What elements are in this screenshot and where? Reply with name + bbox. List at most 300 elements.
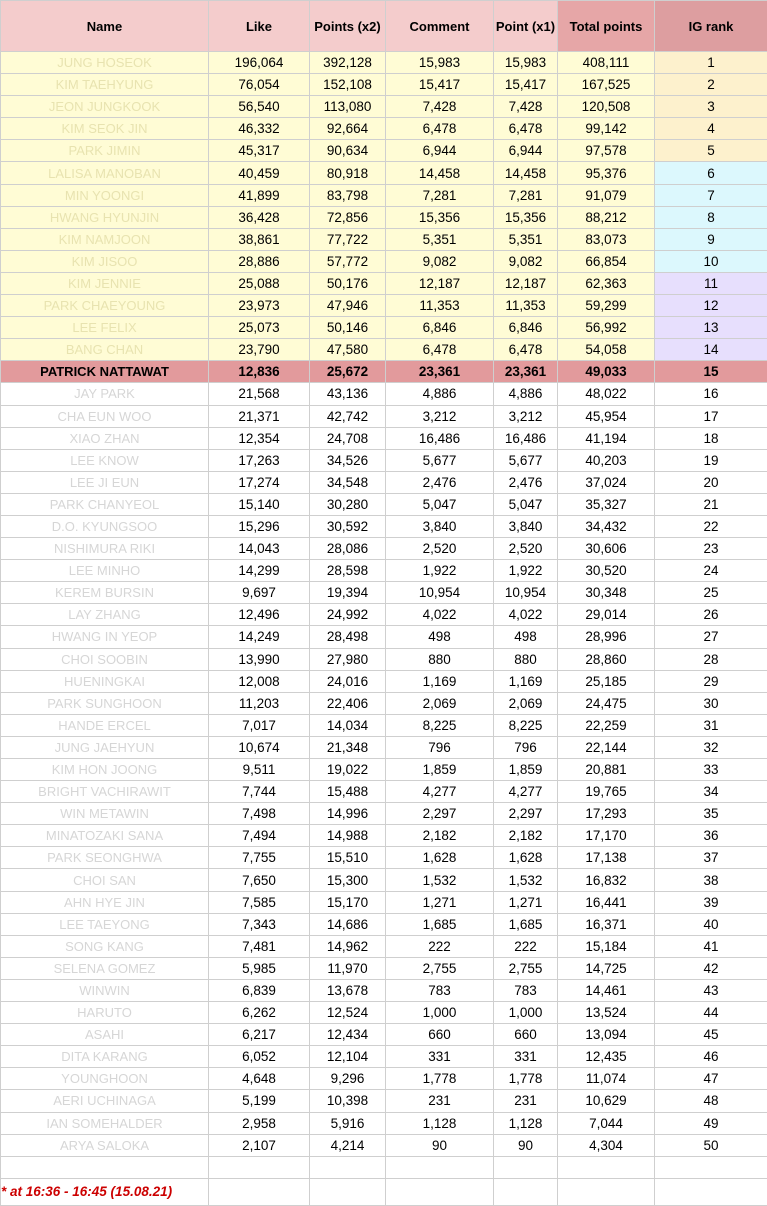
cell-total[interactable]: 16,832 [558, 869, 655, 891]
cell-total[interactable]: 59,299 [558, 295, 655, 317]
cell-like[interactable]: 7,481 [209, 935, 310, 957]
cell-like[interactable]: 5,199 [209, 1090, 310, 1112]
cell-comment[interactable]: 4,022 [386, 604, 494, 626]
cell-points-x2[interactable]: 83,798 [310, 184, 386, 206]
cell-point-x1[interactable]: 12,187 [494, 272, 558, 294]
cell-name[interactable]: KIM NAMJOON [1, 228, 209, 250]
cell-total[interactable]: 28,996 [558, 626, 655, 648]
cell-rank[interactable]: 48 [655, 1090, 767, 1112]
cell-point-x1[interactable]: 2,520 [494, 538, 558, 560]
cell-name[interactable]: PATRICK NATTAWAT [1, 361, 209, 383]
cell-name[interactable]: MIN YOONGI [1, 184, 209, 206]
cell-name[interactable]: SONG KANG [1, 935, 209, 957]
cell-point-x1[interactable]: 1,628 [494, 847, 558, 869]
cell-rank[interactable]: 3 [655, 96, 767, 118]
cell-like[interactable]: 56,540 [209, 96, 310, 118]
cell-like[interactable]: 9,511 [209, 759, 310, 781]
empty-cell[interactable] [209, 1178, 310, 1205]
cell-comment[interactable]: 4,886 [386, 383, 494, 405]
cell-comment[interactable]: 1,778 [386, 1068, 494, 1090]
cell-comment[interactable]: 2,476 [386, 471, 494, 493]
cell-name[interactable]: LEE KNOW [1, 449, 209, 471]
cell-name[interactable]: JAY PARK [1, 383, 209, 405]
cell-name[interactable]: CHOI SAN [1, 869, 209, 891]
cell-point-x1[interactable]: 1,685 [494, 913, 558, 935]
header-total-points[interactable]: Total points [558, 1, 655, 52]
cell-point-x1[interactable]: 1,778 [494, 1068, 558, 1090]
cell-like[interactable]: 7,755 [209, 847, 310, 869]
cell-comment[interactable]: 12,187 [386, 272, 494, 294]
cell-comment[interactable]: 3,840 [386, 515, 494, 537]
cell-like[interactable]: 12,354 [209, 427, 310, 449]
cell-name[interactable]: HARUTO [1, 1002, 209, 1024]
cell-comment[interactable]: 796 [386, 736, 494, 758]
cell-comment[interactable]: 14,458 [386, 162, 494, 184]
cell-point-x1[interactable]: 231 [494, 1090, 558, 1112]
cell-comment[interactable]: 1,000 [386, 1002, 494, 1024]
cell-rank[interactable]: 25 [655, 582, 767, 604]
cell-rank[interactable]: 32 [655, 736, 767, 758]
cell-points-x2[interactable]: 12,524 [310, 1002, 386, 1024]
cell-rank[interactable]: 41 [655, 935, 767, 957]
cell-point-x1[interactable]: 9,082 [494, 250, 558, 272]
cell-name[interactable]: IAN SOMEHALDER [1, 1112, 209, 1134]
cell-comment[interactable]: 1,271 [386, 891, 494, 913]
cell-total[interactable]: 97,578 [558, 140, 655, 162]
cell-like[interactable]: 6,839 [209, 979, 310, 1001]
cell-comment[interactable]: 2,069 [386, 692, 494, 714]
cell-points-x2[interactable]: 13,678 [310, 979, 386, 1001]
header-like[interactable]: Like [209, 1, 310, 52]
cell-total[interactable]: 12,435 [558, 1046, 655, 1068]
cell-like[interactable]: 21,568 [209, 383, 310, 405]
empty-cell[interactable] [386, 1156, 494, 1178]
cell-point-x1[interactable]: 880 [494, 648, 558, 670]
cell-points-x2[interactable]: 392,128 [310, 52, 386, 74]
cell-points-x2[interactable]: 12,434 [310, 1024, 386, 1046]
cell-like[interactable]: 14,249 [209, 626, 310, 648]
cell-comment[interactable]: 1,169 [386, 670, 494, 692]
cell-rank[interactable]: 38 [655, 869, 767, 891]
cell-name[interactable]: AERI UCHINAGA [1, 1090, 209, 1112]
cell-total[interactable]: 17,170 [558, 825, 655, 847]
cell-point-x1[interactable]: 16,486 [494, 427, 558, 449]
cell-point-x1[interactable]: 15,983 [494, 52, 558, 74]
cell-like[interactable]: 23,790 [209, 339, 310, 361]
cell-like[interactable]: 12,836 [209, 361, 310, 383]
cell-total[interactable]: 4,304 [558, 1134, 655, 1156]
cell-comment[interactable]: 880 [386, 648, 494, 670]
cell-comment[interactable]: 2,182 [386, 825, 494, 847]
cell-point-x1[interactable]: 498 [494, 626, 558, 648]
cell-like[interactable]: 196,064 [209, 52, 310, 74]
cell-comment[interactable]: 11,353 [386, 295, 494, 317]
cell-rank[interactable]: 30 [655, 692, 767, 714]
cell-points-x2[interactable]: 9,296 [310, 1068, 386, 1090]
cell-name[interactable]: MINATOZAKI SANA [1, 825, 209, 847]
cell-total[interactable]: 13,524 [558, 1002, 655, 1024]
cell-rank[interactable]: 21 [655, 493, 767, 515]
empty-cell[interactable] [655, 1178, 767, 1205]
cell-points-x2[interactable]: 92,664 [310, 118, 386, 140]
cell-comment[interactable]: 5,047 [386, 493, 494, 515]
cell-comment[interactable]: 1,128 [386, 1112, 494, 1134]
cell-point-x1[interactable]: 3,840 [494, 515, 558, 537]
cell-points-x2[interactable]: 10,398 [310, 1090, 386, 1112]
cell-rank[interactable]: 44 [655, 1002, 767, 1024]
cell-rank[interactable]: 8 [655, 206, 767, 228]
cell-total[interactable]: 54,058 [558, 339, 655, 361]
cell-like[interactable]: 12,008 [209, 670, 310, 692]
cell-points-x2[interactable]: 152,108 [310, 74, 386, 96]
cell-name[interactable]: ARYA SALOKA [1, 1134, 209, 1156]
cell-points-x2[interactable]: 25,672 [310, 361, 386, 383]
cell-total[interactable]: 13,094 [558, 1024, 655, 1046]
cell-like[interactable]: 38,861 [209, 228, 310, 250]
cell-like[interactable]: 11,203 [209, 692, 310, 714]
cell-name[interactable]: XIAO ZHAN [1, 427, 209, 449]
cell-rank[interactable]: 45 [655, 1024, 767, 1046]
cell-name[interactable]: HUENINGKAI [1, 670, 209, 692]
cell-name[interactable]: PARK SEONGHWA [1, 847, 209, 869]
cell-rank[interactable]: 36 [655, 825, 767, 847]
cell-rank[interactable]: 35 [655, 803, 767, 825]
cell-comment[interactable]: 7,428 [386, 96, 494, 118]
cell-total[interactable]: 66,854 [558, 250, 655, 272]
cell-name[interactable]: JUNG JAEHYUN [1, 736, 209, 758]
cell-like[interactable]: 9,697 [209, 582, 310, 604]
cell-like[interactable]: 2,107 [209, 1134, 310, 1156]
cell-total[interactable]: 16,371 [558, 913, 655, 935]
cell-comment[interactable]: 1,859 [386, 759, 494, 781]
cell-point-x1[interactable]: 2,069 [494, 692, 558, 714]
cell-like[interactable]: 7,017 [209, 714, 310, 736]
cell-point-x1[interactable]: 8,225 [494, 714, 558, 736]
cell-comment[interactable]: 15,356 [386, 206, 494, 228]
cell-total[interactable]: 408,111 [558, 52, 655, 74]
cell-points-x2[interactable]: 34,548 [310, 471, 386, 493]
cell-comment[interactable]: 6,478 [386, 339, 494, 361]
cell-points-x2[interactable]: 14,962 [310, 935, 386, 957]
cell-points-x2[interactable]: 47,946 [310, 295, 386, 317]
cell-rank[interactable]: 12 [655, 295, 767, 317]
cell-points-x2[interactable]: 15,488 [310, 781, 386, 803]
cell-comment[interactable]: 231 [386, 1090, 494, 1112]
cell-name[interactable]: CHA EUN WOO [1, 405, 209, 427]
cell-like[interactable]: 4,648 [209, 1068, 310, 1090]
cell-points-x2[interactable]: 50,146 [310, 317, 386, 339]
cell-point-x1[interactable]: 1,532 [494, 869, 558, 891]
cell-like[interactable]: 7,650 [209, 869, 310, 891]
cell-point-x1[interactable]: 1,922 [494, 560, 558, 582]
cell-points-x2[interactable]: 113,080 [310, 96, 386, 118]
cell-total[interactable]: 40,203 [558, 449, 655, 471]
cell-rank[interactable]: 20 [655, 471, 767, 493]
cell-point-x1[interactable]: 2,182 [494, 825, 558, 847]
cell-name[interactable]: KIM SEOK JIN [1, 118, 209, 140]
cell-rank[interactable]: 11 [655, 272, 767, 294]
cell-name[interactable]: DITA KARANG [1, 1046, 209, 1068]
cell-total[interactable]: 14,461 [558, 979, 655, 1001]
cell-comment[interactable]: 7,281 [386, 184, 494, 206]
cell-rank[interactable]: 39 [655, 891, 767, 913]
cell-like[interactable]: 76,054 [209, 74, 310, 96]
cell-total[interactable]: 14,725 [558, 957, 655, 979]
cell-points-x2[interactable]: 90,634 [310, 140, 386, 162]
cell-points-x2[interactable]: 43,136 [310, 383, 386, 405]
cell-rank[interactable]: 33 [655, 759, 767, 781]
cell-total[interactable]: 22,144 [558, 736, 655, 758]
cell-name[interactable]: BANG CHAN [1, 339, 209, 361]
cell-comment[interactable]: 331 [386, 1046, 494, 1068]
cell-rank[interactable]: 4 [655, 118, 767, 140]
cell-like[interactable]: 25,088 [209, 272, 310, 294]
cell-point-x1[interactable]: 2,755 [494, 957, 558, 979]
cell-rank[interactable]: 26 [655, 604, 767, 626]
cell-name[interactable]: PARK CHANYEOL [1, 493, 209, 515]
cell-point-x1[interactable]: 4,022 [494, 604, 558, 626]
cell-name[interactable]: YOUNGHOON [1, 1068, 209, 1090]
cell-rank[interactable]: 5 [655, 140, 767, 162]
cell-points-x2[interactable]: 14,996 [310, 803, 386, 825]
cell-rank[interactable]: 23 [655, 538, 767, 560]
cell-like[interactable]: 10,674 [209, 736, 310, 758]
cell-comment[interactable]: 9,082 [386, 250, 494, 272]
header-comment[interactable]: Comment [386, 1, 494, 52]
cell-name[interactable]: LEE MINHO [1, 560, 209, 582]
cell-points-x2[interactable]: 24,016 [310, 670, 386, 692]
cell-like[interactable]: 7,744 [209, 781, 310, 803]
cell-rank[interactable]: 22 [655, 515, 767, 537]
cell-name[interactable]: PARK CHAEYOUNG [1, 295, 209, 317]
cell-total[interactable]: 88,212 [558, 206, 655, 228]
cell-total[interactable]: 15,184 [558, 935, 655, 957]
cell-rank[interactable]: 27 [655, 626, 767, 648]
cell-comment[interactable]: 23,361 [386, 361, 494, 383]
cell-point-x1[interactable]: 90 [494, 1134, 558, 1156]
cell-comment[interactable]: 10,954 [386, 582, 494, 604]
cell-point-x1[interactable]: 222 [494, 935, 558, 957]
cell-like[interactable]: 14,299 [209, 560, 310, 582]
cell-like[interactable]: 7,343 [209, 913, 310, 935]
cell-name[interactable]: JEON JUNGKOOK [1, 96, 209, 118]
cell-comment[interactable]: 1,922 [386, 560, 494, 582]
cell-like[interactable]: 40,459 [209, 162, 310, 184]
cell-name[interactable]: LEE FELIX [1, 317, 209, 339]
cell-comment[interactable]: 1,628 [386, 847, 494, 869]
cell-total[interactable]: 49,033 [558, 361, 655, 383]
cell-points-x2[interactable]: 22,406 [310, 692, 386, 714]
cell-point-x1[interactable]: 4,277 [494, 781, 558, 803]
cell-name[interactable]: KIM HON JOONG [1, 759, 209, 781]
cell-comment[interactable]: 15,417 [386, 74, 494, 96]
cell-points-x2[interactable]: 77,722 [310, 228, 386, 250]
cell-name[interactable]: AHN HYE JIN [1, 891, 209, 913]
cell-point-x1[interactable]: 1,271 [494, 891, 558, 913]
cell-total[interactable]: 62,363 [558, 272, 655, 294]
cell-points-x2[interactable]: 4,214 [310, 1134, 386, 1156]
cell-point-x1[interactable]: 6,478 [494, 339, 558, 361]
cell-comment[interactable]: 5,677 [386, 449, 494, 471]
cell-comment[interactable]: 15,983 [386, 52, 494, 74]
cell-points-x2[interactable]: 12,104 [310, 1046, 386, 1068]
cell-rank[interactable]: 42 [655, 957, 767, 979]
cell-like[interactable]: 28,886 [209, 250, 310, 272]
cell-points-x2[interactable]: 19,022 [310, 759, 386, 781]
cell-rank[interactable]: 24 [655, 560, 767, 582]
cell-rank[interactable]: 6 [655, 162, 767, 184]
cell-name[interactable]: NISHIMURA RIKI [1, 538, 209, 560]
cell-rank[interactable]: 7 [655, 184, 767, 206]
cell-total[interactable]: 11,074 [558, 1068, 655, 1090]
cell-name[interactable]: LEE TAEYONG [1, 913, 209, 935]
cell-like[interactable]: 15,296 [209, 515, 310, 537]
empty-cell[interactable] [558, 1178, 655, 1205]
empty-cell[interactable] [494, 1178, 558, 1205]
cell-points-x2[interactable]: 21,348 [310, 736, 386, 758]
cell-points-x2[interactable]: 47,580 [310, 339, 386, 361]
cell-points-x2[interactable]: 14,686 [310, 913, 386, 935]
cell-point-x1[interactable]: 10,954 [494, 582, 558, 604]
cell-total[interactable]: 20,881 [558, 759, 655, 781]
cell-point-x1[interactable]: 15,356 [494, 206, 558, 228]
cell-point-x1[interactable]: 1,000 [494, 1002, 558, 1024]
cell-total[interactable]: 19,765 [558, 781, 655, 803]
cell-points-x2[interactable]: 42,742 [310, 405, 386, 427]
cell-total[interactable]: 16,441 [558, 891, 655, 913]
cell-total[interactable]: 83,073 [558, 228, 655, 250]
cell-name[interactable]: HANDE ERCEL [1, 714, 209, 736]
cell-like[interactable]: 21,371 [209, 405, 310, 427]
cell-points-x2[interactable]: 19,394 [310, 582, 386, 604]
cell-name[interactable]: WIN METAWIN [1, 803, 209, 825]
cell-comment[interactable]: 2,520 [386, 538, 494, 560]
cell-rank[interactable]: 29 [655, 670, 767, 692]
cell-points-x2[interactable]: 72,856 [310, 206, 386, 228]
cell-name[interactable]: JUNG HOSEOK [1, 52, 209, 74]
cell-like[interactable]: 17,274 [209, 471, 310, 493]
cell-point-x1[interactable]: 5,047 [494, 493, 558, 515]
cell-point-x1[interactable]: 23,361 [494, 361, 558, 383]
cell-point-x1[interactable]: 7,428 [494, 96, 558, 118]
cell-total[interactable]: 120,508 [558, 96, 655, 118]
header-point-x1[interactable]: Point (x1) [494, 1, 558, 52]
cell-total[interactable]: 30,606 [558, 538, 655, 560]
cell-like[interactable]: 25,073 [209, 317, 310, 339]
cell-total[interactable]: 24,475 [558, 692, 655, 714]
empty-cell[interactable] [1, 1156, 209, 1178]
cell-like[interactable]: 36,428 [209, 206, 310, 228]
cell-points-x2[interactable]: 80,918 [310, 162, 386, 184]
cell-point-x1[interactable]: 11,353 [494, 295, 558, 317]
cell-points-x2[interactable]: 28,598 [310, 560, 386, 582]
cell-like[interactable]: 12,496 [209, 604, 310, 626]
cell-points-x2[interactable]: 57,772 [310, 250, 386, 272]
cell-comment[interactable]: 498 [386, 626, 494, 648]
empty-cell[interactable] [310, 1156, 386, 1178]
cell-point-x1[interactable]: 3,212 [494, 405, 558, 427]
cell-points-x2[interactable]: 28,086 [310, 538, 386, 560]
cell-rank[interactable]: 50 [655, 1134, 767, 1156]
header-name[interactable]: Name [1, 1, 209, 52]
empty-cell[interactable] [310, 1178, 386, 1205]
cell-total[interactable]: 30,348 [558, 582, 655, 604]
cell-like[interactable]: 45,317 [209, 140, 310, 162]
cell-name[interactable]: HWANG HYUNJIN [1, 206, 209, 228]
cell-point-x1[interactable]: 6,846 [494, 317, 558, 339]
cell-comment[interactable]: 6,478 [386, 118, 494, 140]
cell-points-x2[interactable]: 30,592 [310, 515, 386, 537]
cell-like[interactable]: 7,498 [209, 803, 310, 825]
cell-comment[interactable]: 222 [386, 935, 494, 957]
cell-like[interactable]: 5,985 [209, 957, 310, 979]
cell-rank[interactable]: 14 [655, 339, 767, 361]
cell-point-x1[interactable]: 2,476 [494, 471, 558, 493]
cell-like[interactable]: 6,262 [209, 1002, 310, 1024]
cell-point-x1[interactable]: 660 [494, 1024, 558, 1046]
cell-point-x1[interactable]: 4,886 [494, 383, 558, 405]
cell-point-x1[interactable]: 1,169 [494, 670, 558, 692]
cell-point-x1[interactable]: 6,478 [494, 118, 558, 140]
cell-like[interactable]: 7,585 [209, 891, 310, 913]
cell-comment[interactable]: 6,944 [386, 140, 494, 162]
cell-total[interactable]: 25,185 [558, 670, 655, 692]
cell-point-x1[interactable]: 331 [494, 1046, 558, 1068]
cell-comment[interactable]: 2,755 [386, 957, 494, 979]
cell-like[interactable]: 46,332 [209, 118, 310, 140]
cell-comment[interactable]: 5,351 [386, 228, 494, 250]
cell-total[interactable]: 17,293 [558, 803, 655, 825]
cell-rank[interactable]: 18 [655, 427, 767, 449]
cell-total[interactable]: 34,432 [558, 515, 655, 537]
cell-name[interactable]: LAY ZHANG [1, 604, 209, 626]
cell-like[interactable]: 2,958 [209, 1112, 310, 1134]
cell-points-x2[interactable]: 24,992 [310, 604, 386, 626]
empty-cell[interactable] [386, 1178, 494, 1205]
header-points-x2[interactable]: Points (x2) [310, 1, 386, 52]
cell-points-x2[interactable]: 15,300 [310, 869, 386, 891]
cell-points-x2[interactable]: 24,708 [310, 427, 386, 449]
cell-like[interactable]: 6,052 [209, 1046, 310, 1068]
cell-like[interactable]: 6,217 [209, 1024, 310, 1046]
empty-cell[interactable] [494, 1156, 558, 1178]
cell-point-x1[interactable]: 15,417 [494, 74, 558, 96]
cell-total[interactable]: 45,954 [558, 405, 655, 427]
cell-total[interactable]: 10,629 [558, 1090, 655, 1112]
cell-name[interactable]: LEE JI EUN [1, 471, 209, 493]
cell-name[interactable]: CHOI SOOBIN [1, 648, 209, 670]
cell-rank[interactable]: 2 [655, 74, 767, 96]
cell-name[interactable]: SELENA GOMEZ [1, 957, 209, 979]
cell-total[interactable]: 35,327 [558, 493, 655, 515]
cell-comment[interactable]: 90 [386, 1134, 494, 1156]
cell-points-x2[interactable]: 34,526 [310, 449, 386, 471]
cell-points-x2[interactable]: 14,988 [310, 825, 386, 847]
cell-rank[interactable]: 1 [655, 52, 767, 74]
cell-total[interactable]: 41,194 [558, 427, 655, 449]
cell-name[interactable]: LALISA MANOBAN [1, 162, 209, 184]
cell-rank[interactable]: 15 [655, 361, 767, 383]
cell-like[interactable]: 23,973 [209, 295, 310, 317]
cell-name[interactable]: HWANG IN YEOP [1, 626, 209, 648]
cell-like[interactable]: 7,494 [209, 825, 310, 847]
cell-total[interactable]: 22,259 [558, 714, 655, 736]
cell-rank[interactable]: 40 [655, 913, 767, 935]
header-ig-rank[interactable]: IG rank [655, 1, 767, 52]
cell-name[interactable]: KIM JENNIE [1, 272, 209, 294]
cell-comment[interactable]: 1,532 [386, 869, 494, 891]
cell-rank[interactable]: 37 [655, 847, 767, 869]
